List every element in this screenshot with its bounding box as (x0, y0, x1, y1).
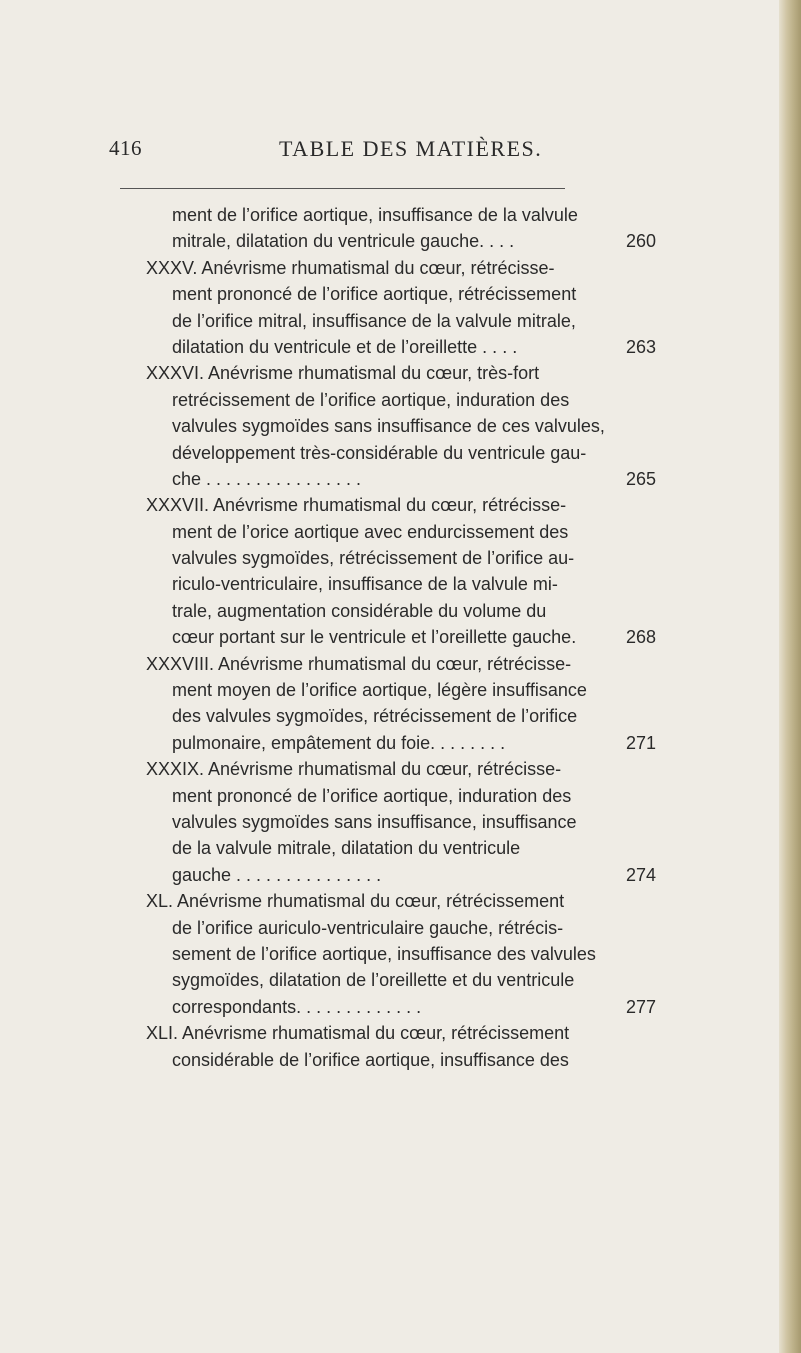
page-header (109, 136, 669, 170)
toc-entry-line: XL. Anévrisme rhumatismal du cœur, rétrécissement (146, 891, 565, 912)
page-number: 416 (109, 136, 142, 160)
toc-entry-line: valvules sygmoïdes sans insuffisance, insuffisance (172, 811, 577, 832)
toc-entry (146, 888, 656, 1020)
toc-entry-line: cœur portant sur le ventricule et l’oreillette gauche. (172, 627, 577, 648)
running-title: TABLE DES MATIÈRES. (279, 136, 543, 161)
toc-entry (146, 651, 656, 757)
toc-entry-line: ment moyen de l’orifice aortique, légère insuffisance (172, 680, 587, 701)
toc-entry-line: valvules sygmoïdes, rétrécissement de l’orifice au- (172, 548, 575, 569)
toc-page-number: 271 (625, 732, 656, 753)
toc-entry-line: pulmonaire, empâtement du foie. . . . . . . . (172, 732, 506, 753)
toc-entry-line: XLI. Anévrisme rhumatismal du cœur, rétrécissement (146, 1023, 570, 1044)
toc-entry-line: mitrale, dilatation du ventricule gauche. . . . (172, 231, 515, 252)
toc-entry (146, 255, 656, 361)
toc-entry-line: trale, augmentation considérable du volume du (172, 600, 547, 621)
toc-entry-line: ment prononcé de l’orifice aortique, induration des (172, 785, 572, 806)
toc-entry-line: XXXVI. Anévrisme rhumatismal du cœur, très-fort (146, 363, 540, 384)
toc-entry-line: ment de l’orice aortique avec endurcissement des (172, 521, 569, 542)
toc-entry (146, 202, 656, 255)
toc-entry-line: valvules sygmoïdes sans insuffisance de ces valvules, (172, 416, 605, 437)
toc-entry-line: ment de l’orifice aortique, insuffisance de la valvule (172, 205, 578, 225)
toc-entry-line: gauche . . . . . . . . . . . . . . . (172, 864, 382, 885)
header-rule (120, 188, 565, 189)
toc-entry-line: XXXVIII. Anévrisme rhumatismal du cœur, rétrécisse- (146, 653, 572, 674)
toc-entry-line: développement très-considérable du ventricule gau- (172, 442, 587, 463)
toc-entry-line: de la valvule mitrale, dilatation du ventricule (172, 838, 521, 859)
toc-entry (146, 360, 656, 492)
toc-entry-line: XXXV. Anévrisme rhumatismal du cœur, rétrécisse- (146, 257, 555, 278)
toc-page-number: 263 (625, 336, 656, 357)
toc-entry-line: XXXIX. Anévrisme rhumatismal du cœur, rétrécisse- (146, 759, 562, 780)
toc-entry-line: sement de l’orifice aortique, insuffisance des valvules (172, 943, 596, 964)
toc-entry-line: de l’orifice mitral, insuffisance de la valvule mitrale, (172, 310, 576, 331)
table-of-contents (146, 202, 656, 1073)
book-page-edge (779, 0, 801, 1353)
toc-entry-line: che . . . . . . . . . . . . . . . . (172, 468, 362, 489)
toc-entry-line: sygmoïdes, dilatation de l’oreillette et du ventricule (172, 970, 575, 991)
toc-entry-line: de l’orifice auriculo-ventriculaire gauche, rétrécis- (172, 917, 564, 938)
toc-page-number: 268 (625, 627, 656, 648)
toc-entry-line: correspondants. . . . . . . . . . . . . (172, 996, 422, 1017)
toc-page-number: 274 (625, 864, 656, 885)
toc-entry-line: retrécissement de l’orifice aortique, induration des (172, 389, 570, 410)
toc-entry-line: dilatation du ventricule et de l’oreillette . . . . (172, 336, 518, 357)
toc-entry (146, 492, 656, 650)
toc-entry-line: riculo-ventriculaire, insuffisance de la valvule mi- (172, 574, 558, 595)
toc-entry-line: considérable de l’orifice aortique, insuffisance des (172, 1049, 569, 1070)
toc-entry (146, 1020, 656, 1073)
toc-entry-line: XXXVII. Anévrisme rhumatismal du cœur, rétrécisse- (146, 495, 567, 516)
toc-entry (146, 756, 656, 888)
toc-page-number: 277 (625, 996, 656, 1017)
toc-page-number: 260 (625, 231, 656, 252)
toc-page-number: 265 (625, 468, 656, 489)
toc-entry-line: ment prononcé de l’orifice aortique, rétrécissement (172, 284, 577, 305)
toc-entry-line: des valvules sygmoïdes, rétrécissement de l’orifice (172, 706, 578, 727)
